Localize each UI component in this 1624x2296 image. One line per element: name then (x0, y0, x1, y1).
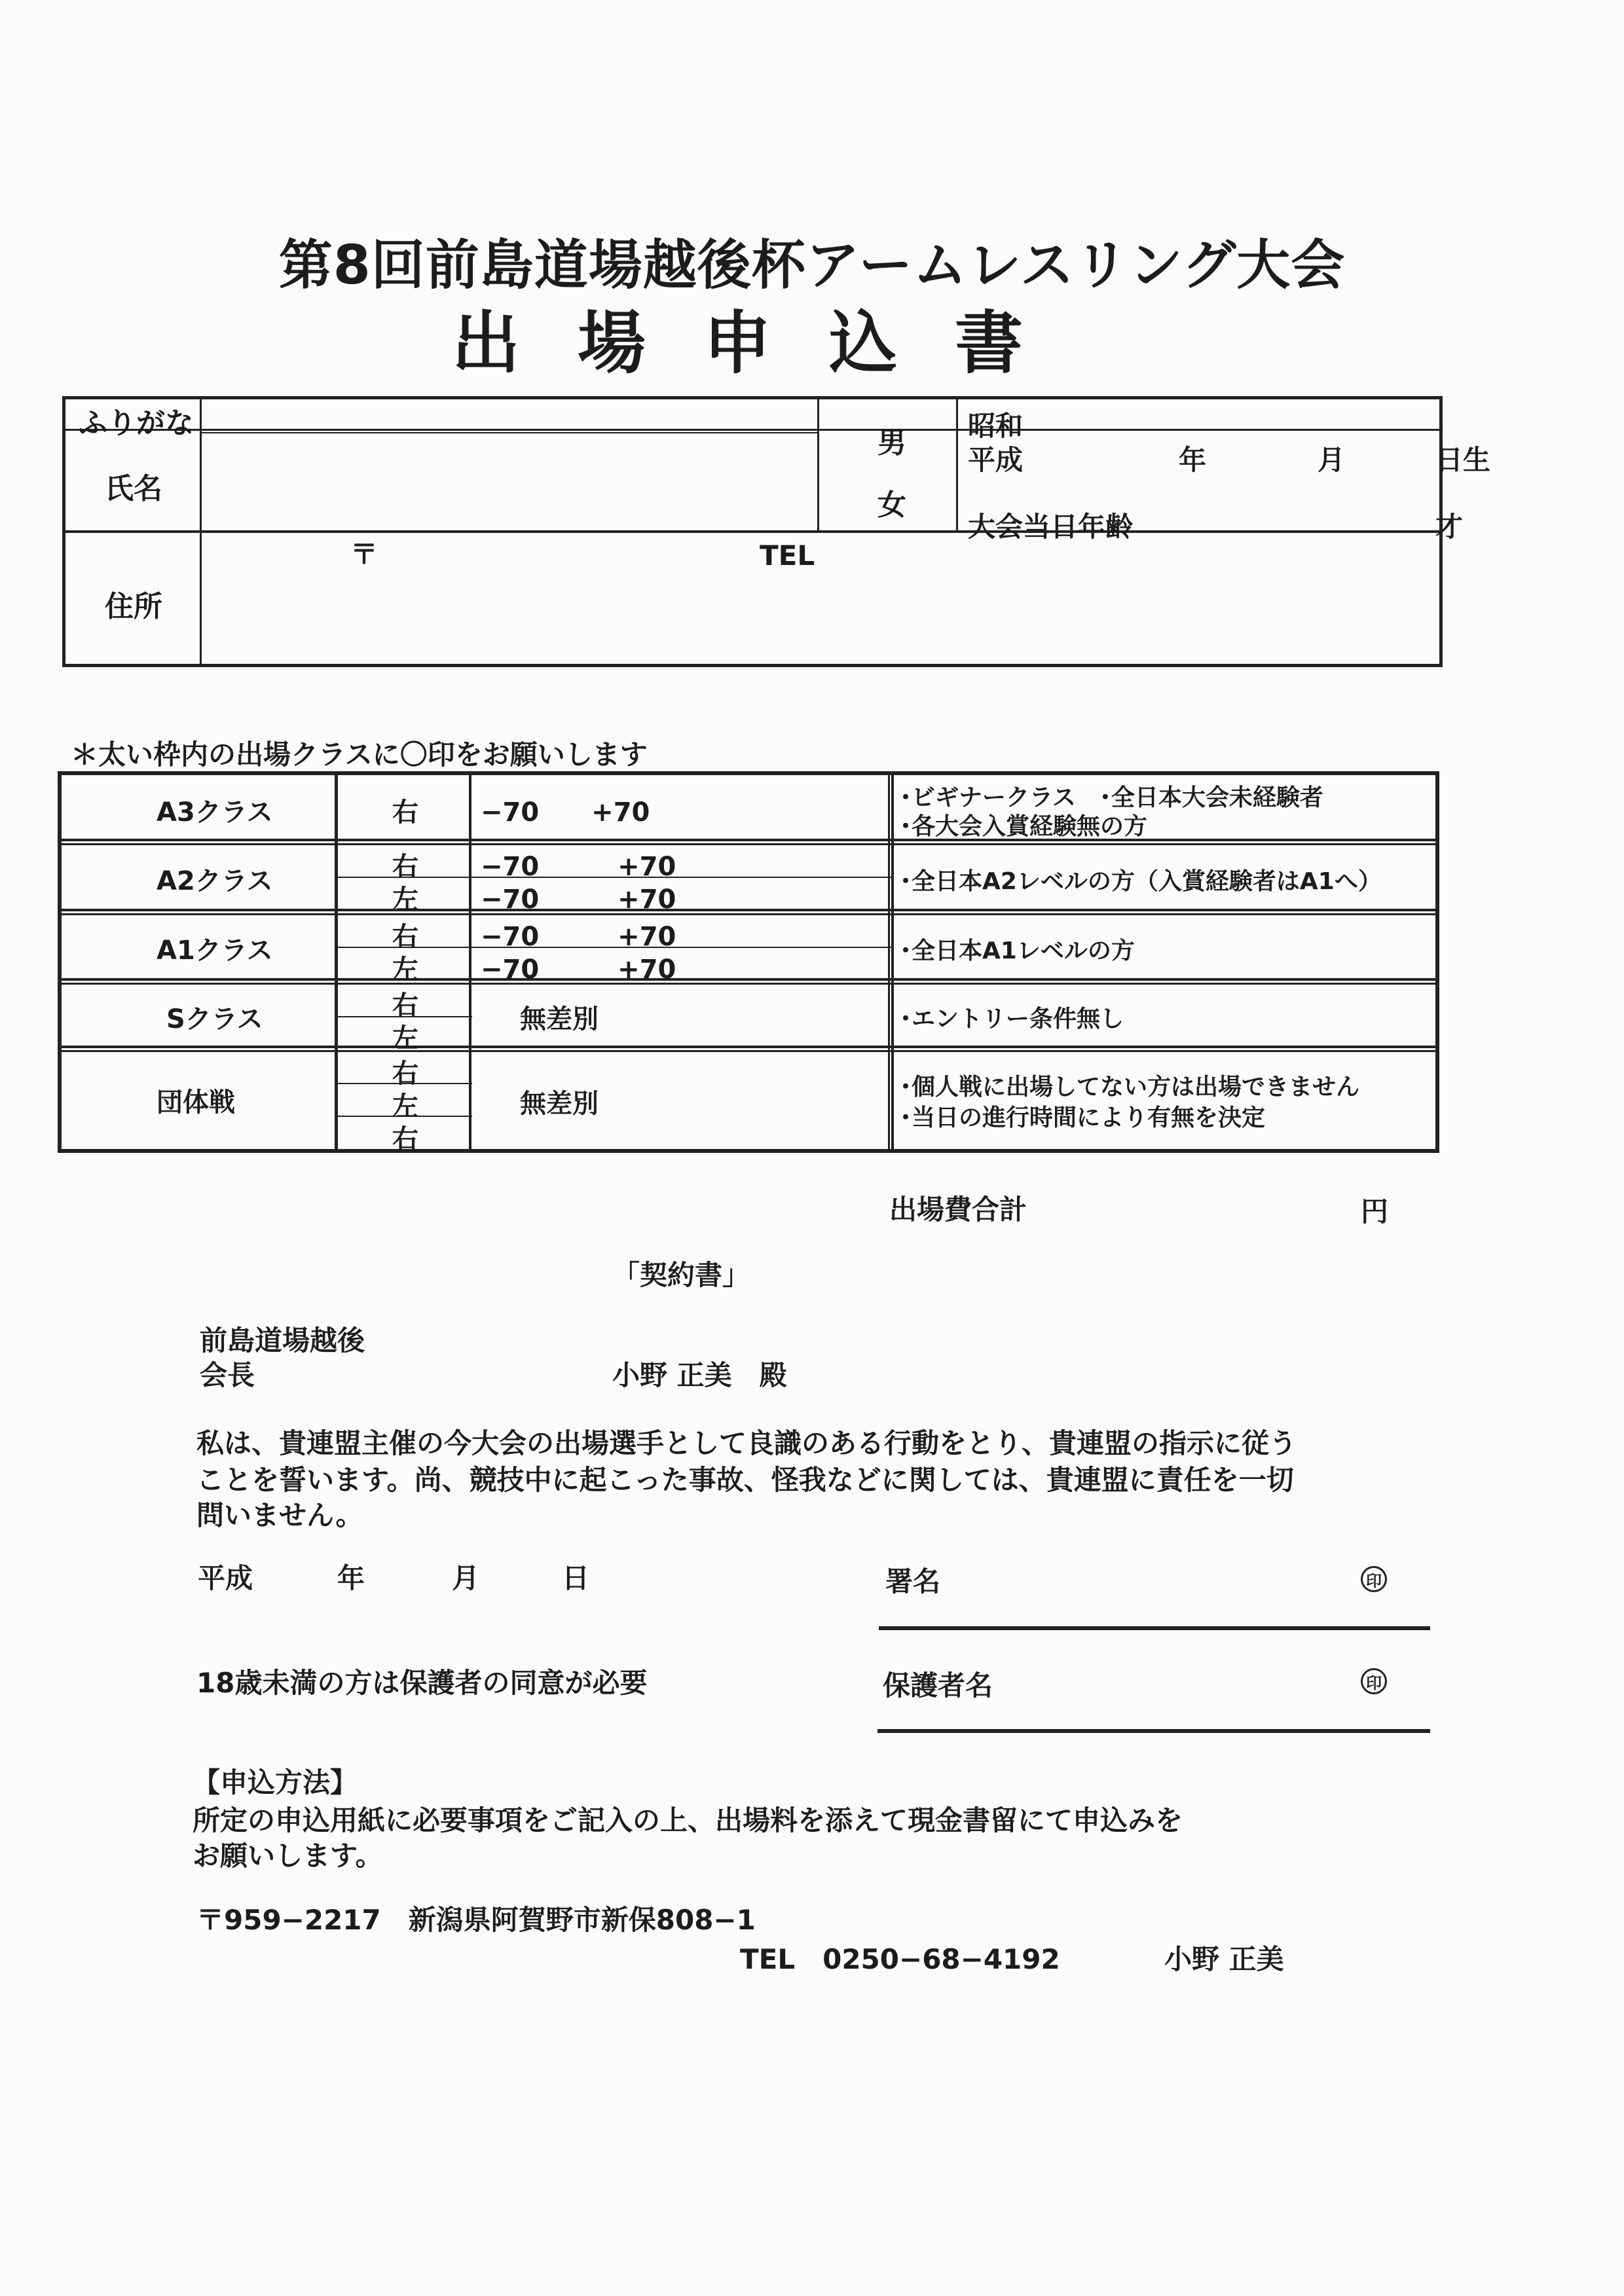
application-tel: TEL 0250−68−4192 (740, 1943, 1060, 1975)
contract-addressee: 小野 正美 殿 (612, 1359, 787, 1391)
hand-a1-left[interactable]: 左 (392, 955, 418, 985)
hand-a3-right[interactable]: 右 (392, 797, 418, 828)
contract-org: 前島道場越後 (200, 1324, 365, 1357)
gender-male-option[interactable]: 男 (877, 426, 906, 460)
tel-label: TEL (760, 539, 815, 572)
contract-date-day: 日 (562, 1562, 590, 1594)
weight-a3-right[interactable]: −70 +70 (481, 797, 650, 828)
postal-mark: 〒 (350, 538, 378, 570)
signature-line (879, 1626, 1430, 1630)
hand-s-left[interactable]: 左 (392, 1023, 418, 1053)
class-table (58, 771, 1439, 1153)
condition-team-1: ･個人戦に出場してない方は出場できません (900, 1074, 1360, 1101)
guardian-seal-icon: 印 (1361, 1668, 1387, 1694)
birth-year-label: 年 (1179, 444, 1207, 476)
contract-body-line1: 私は、貴連盟主催の今大会の出場選手として良識のある行動をとり、貴連盟の指示に従う (196, 1427, 1297, 1459)
hand-a1-right[interactable]: 右 (392, 922, 418, 952)
weight-a1-right[interactable]: −70 +70 (481, 922, 676, 952)
signature-field[interactable] (982, 1552, 1336, 1597)
hand-a2-right[interactable]: 右 (392, 852, 418, 882)
condition-a3-2: ･各大会入賞経験無の方 (900, 813, 1148, 840)
gender-female-option[interactable]: 女 (877, 488, 906, 522)
weight-team: 無差別 (520, 1089, 599, 1119)
guardian-signature-line (877, 1729, 1430, 1733)
hand-team-3[interactable]: 右 (392, 1124, 418, 1154)
class-name-a1: A1クラス (157, 936, 273, 966)
minor-consent-note: 18歳未満の方は保護者の同意が必要 (196, 1667, 648, 1699)
era-showa[interactable]: 昭和 (968, 410, 1024, 442)
condition-a1-1: ･全日本A1レベルの方 (900, 938, 1135, 964)
fee-unit: 円 (1361, 1195, 1389, 1228)
age-label: 大会当日年齢 (968, 511, 1134, 543)
contract-date-year: 年 (337, 1562, 365, 1594)
contract-date-era: 平成 (198, 1562, 253, 1594)
guardian-label: 保護者名 (883, 1669, 993, 1702)
signature-seal-icon: 印 (1361, 1566, 1387, 1592)
condition-a2-1: ･全日本A2レベルの方（入賞経験者はA1へ） (900, 868, 1382, 895)
contract-body-line3: 問いません。 (196, 1499, 363, 1531)
fee-total-field[interactable] (1048, 1186, 1349, 1222)
hand-a2-left[interactable]: 左 (392, 884, 418, 915)
furigana-label: ふりがな (79, 407, 194, 440)
era-heisei[interactable]: 平成 (968, 444, 1024, 476)
weight-a2-left[interactable]: −70 +70 (481, 884, 676, 915)
name-label: 氏名 (105, 472, 162, 505)
fee-total-label: 出場費合計 (889, 1194, 1027, 1226)
condition-s-1: ･エントリー条件無し (900, 1006, 1124, 1032)
birth-day-label: 日生 (1435, 444, 1491, 476)
application-body-line2: お願いします。 (193, 1840, 383, 1872)
contract-role: 会長 (200, 1359, 255, 1391)
weight-a2-right[interactable]: −70 +70 (481, 852, 676, 882)
hand-team-1[interactable]: 右 (392, 1059, 418, 1089)
class-name-a2: A2クラス (157, 866, 273, 896)
age-unit: 才 (1435, 511, 1464, 543)
contract-body-line2: ことを誓います。尚、競技中に起こった事故、怪我などに関しては、貴連盟に責任を一切 (196, 1464, 1294, 1496)
guardian-name-field[interactable] (1022, 1656, 1336, 1702)
contract-heading: 「契約書」 (612, 1259, 750, 1291)
address-field[interactable] (203, 566, 1434, 661)
hand-s-right[interactable]: 右 (392, 991, 418, 1021)
weight-a1-left[interactable]: −70 +70 (481, 955, 676, 985)
class-name-team: 団体戦 (157, 1087, 235, 1118)
application-heading: 【申込方法】 (193, 1766, 358, 1798)
birth-month-label: 月 (1318, 444, 1346, 476)
class-selection-note: ＊太い枠内の出場クラスに〇印をお願いします (71, 738, 648, 771)
application-address: 〒959−2217 新潟県阿賀野市新保808−1 (196, 1904, 756, 1936)
condition-a3-1: ･ビギナークラス ･全日本大会未経験者 (900, 784, 1323, 811)
entry-info-table (62, 396, 1491, 667)
class-name-a3: A3クラス (157, 797, 273, 828)
hand-team-2[interactable]: 左 (392, 1091, 418, 1121)
application-body-line1: 所定の申込用紙に必要事項をご記入の上、出場料を添えて現金書留にて申込みを (193, 1804, 1183, 1836)
furigana-field[interactable] (203, 402, 815, 428)
document-subtitle: 出場申込書 (452, 303, 1081, 383)
class-name-s: Sクラス (166, 1004, 263, 1034)
document-title: 第8回前島道場越後杯アームレスリング大会 (278, 234, 1346, 297)
contract-date-month: 月 (452, 1562, 480, 1594)
weight-s: 無差別 (520, 1004, 599, 1034)
condition-team-2: ･当日の進行時間により有無を決定 (900, 1104, 1266, 1131)
address-label: 住所 (105, 590, 162, 623)
signature-label: 署名 (885, 1565, 941, 1597)
name-field[interactable] (203, 435, 815, 529)
application-contact-name: 小野 正美 (1164, 1943, 1284, 1975)
